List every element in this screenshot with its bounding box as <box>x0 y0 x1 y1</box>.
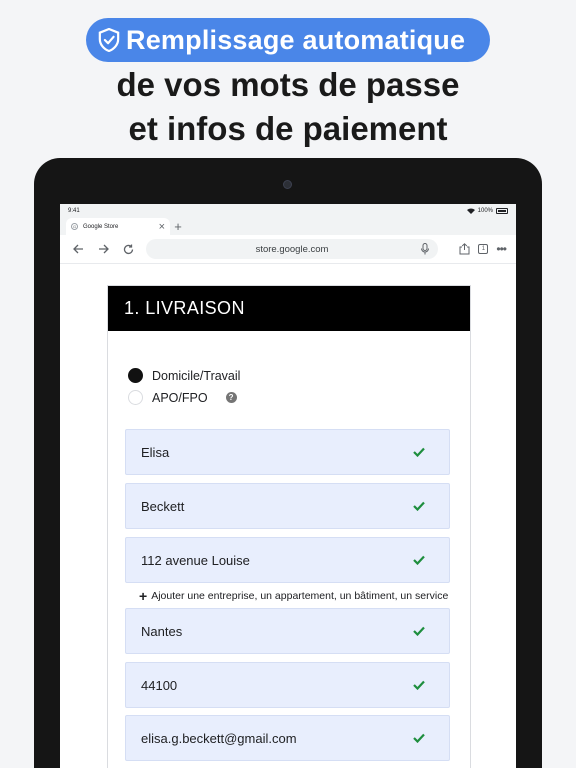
tab-count-button[interactable]: 1 <box>478 244 488 254</box>
plus-icon: + <box>174 219 182 234</box>
help-icon[interactable]: ? <box>226 392 237 403</box>
radio-unselected-icon <box>128 390 143 405</box>
shield-check-icon <box>98 28 120 52</box>
first-name-field[interactable] <box>125 429 450 475</box>
headline-line-2: et infos de paiement <box>128 110 448 147</box>
tab-strip <box>60 218 516 235</box>
status-bar <box>60 204 516 218</box>
headline-badge-text: Remplissage automatique <box>126 24 466 55</box>
address-bar[interactable] <box>146 239 438 259</box>
reload-button[interactable] <box>116 237 141 261</box>
radio-label: APO/FPO <box>152 390 208 405</box>
field-value: elisa.g.beckett@gmail.com <box>141 730 297 746</box>
postal-code-field[interactable] <box>125 662 450 708</box>
section-title: 1. LIVRAISON <box>108 286 470 331</box>
checkmark-icon <box>413 447 425 457</box>
front-camera <box>283 180 292 189</box>
battery-percent: 100% <box>477 208 493 214</box>
google-favicon-icon: G <box>72 224 77 229</box>
radio-label: Domicile/Travail <box>152 368 241 383</box>
field-value: Beckett <box>141 498 185 514</box>
tablet-screen <box>60 204 516 768</box>
plus-icon: + <box>139 588 148 604</box>
email-field[interactable] <box>125 715 450 761</box>
tablet-device <box>34 158 542 768</box>
share-icon[interactable] <box>459 243 470 255</box>
forward-button[interactable] <box>91 237 116 261</box>
web-page <box>60 264 516 768</box>
tab-title: Google Store <box>83 223 119 230</box>
arrow-right-icon <box>98 244 109 254</box>
shipping-form-card <box>107 285 471 768</box>
battery-icon <box>496 208 508 214</box>
checkmark-icon <box>413 626 425 636</box>
add-address-line-link[interactable] <box>139 590 448 602</box>
field-value: Nantes <box>141 623 183 639</box>
close-tab-icon[interactable]: × <box>158 220 165 233</box>
radio-option-apo-fpo[interactable] <box>128 390 237 405</box>
city-field[interactable] <box>125 608 450 654</box>
url-text: store.google.com <box>255 243 329 255</box>
status-time: 9:41 <box>68 208 80 214</box>
field-value: 44100 <box>141 677 178 693</box>
headline-badge <box>86 18 490 62</box>
radio-option-home-work[interactable] <box>128 368 240 383</box>
checkmark-icon <box>413 501 425 511</box>
arrow-left-icon <box>73 244 84 254</box>
checkmark-icon <box>413 555 425 565</box>
new-tab-button[interactable] <box>170 218 186 235</box>
checkmark-icon <box>413 680 425 690</box>
checkmark-icon <box>413 733 425 743</box>
add-address-line-label: Ajouter une entreprise, un appartement, un bâtiment, un service <box>151 590 449 602</box>
reload-icon <box>123 244 134 255</box>
browser-tab[interactable] <box>66 218 170 235</box>
browser-toolbar <box>60 235 516 264</box>
last-name-field[interactable] <box>125 483 450 529</box>
more-options-icon[interactable]: ••• <box>496 242 506 256</box>
address-field[interactable] <box>125 537 450 583</box>
radio-selected-icon <box>128 368 143 383</box>
microphone-icon[interactable] <box>420 243 430 255</box>
headline-line-1: de vos mots de passe <box>116 66 460 103</box>
wifi-icon <box>467 208 475 214</box>
back-button[interactable] <box>66 237 91 261</box>
field-value: Elisa <box>141 444 170 460</box>
field-value: 112 avenue Louise <box>141 552 250 568</box>
